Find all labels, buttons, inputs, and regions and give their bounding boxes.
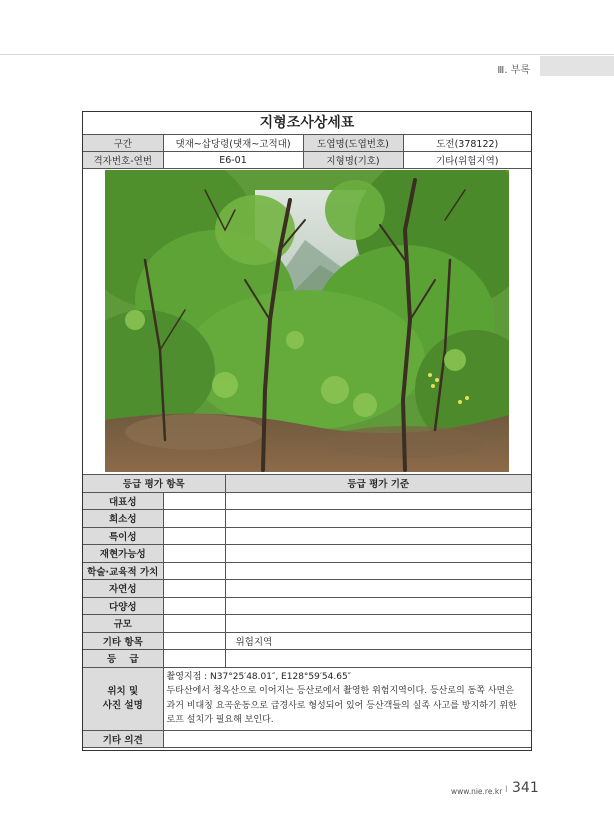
- sheet-title: 지형조사상세표: [83, 112, 531, 135]
- row-criteria: [225, 527, 531, 545]
- info-row-1: [83, 135, 531, 152]
- table-row: [83, 580, 531, 598]
- row-label: 자연성: [83, 580, 163, 598]
- table-row: [83, 545, 531, 563]
- header-rule: [0, 54, 614, 55]
- row-criteria: [225, 580, 531, 598]
- evaluation-header-row: [83, 475, 531, 493]
- item-header: 등급 평가 항목: [83, 475, 225, 493]
- criteria-header: 등급 평가 기준: [225, 475, 531, 493]
- row-label: 대표성: [83, 492, 163, 510]
- row-grade: [163, 597, 225, 615]
- forest-photo: [105, 170, 509, 472]
- section-value: 댓재~삽당령(댓재~고적대): [163, 135, 303, 152]
- info-table: [83, 134, 531, 169]
- map-value: 도전(378122): [403, 135, 531, 152]
- other-opinion-row: [83, 730, 531, 748]
- row-label: 희소성: [83, 510, 163, 528]
- table-row: [83, 510, 531, 528]
- row-grade: [163, 632, 225, 650]
- row-criteria: [225, 597, 531, 615]
- landform-value: 기타(위험지역): [403, 152, 531, 169]
- footer-separator: I: [505, 785, 508, 795]
- location-label: [83, 667, 163, 730]
- footer-url: www.nie.re.kr: [451, 787, 503, 796]
- row-grade: [163, 492, 225, 510]
- row-label: 특이성: [83, 527, 163, 545]
- location-description: [163, 667, 531, 730]
- table-row: [83, 650, 531, 668]
- table-row: [83, 492, 531, 510]
- row-grade: [163, 562, 225, 580]
- description-line: 두타산에서 청옥산으로 이어지는 등산로에서 촬영한 위험지역이다. 등산로의 동쪽 사면은: [166, 686, 514, 696]
- description-line: 로프 설치가 필요해 보인다.: [166, 715, 274, 725]
- description-line: 과거 비대칭 요곡운동으로 급경사로 형성되어 있어 등산객들의 실족 사고를 방지하기 위한: [166, 700, 517, 711]
- table-row: [83, 597, 531, 615]
- table-row: [83, 527, 531, 545]
- row-criteria: [225, 492, 531, 510]
- landform-label: 지형명(기호): [303, 152, 403, 169]
- row-criteria: 위험지역: [225, 632, 531, 650]
- location-row: [83, 667, 531, 730]
- row-criteria: [225, 510, 531, 528]
- table-row: [83, 562, 531, 580]
- row-label: 학술·교육적 가치: [83, 562, 163, 580]
- row-grade: [163, 510, 225, 528]
- table-row: [83, 615, 531, 633]
- row-label: 등 급: [83, 650, 163, 668]
- grid-label: 격자번호-연번: [83, 152, 163, 169]
- row-criteria: [225, 615, 531, 633]
- row-grade: [163, 615, 225, 633]
- row-grade: [163, 580, 225, 598]
- section-label: 구간: [83, 135, 163, 152]
- row-criteria: [225, 545, 531, 563]
- row-label: 규모: [83, 615, 163, 633]
- chapter-label: Ⅲ. 부록: [497, 65, 530, 76]
- table-row: [83, 632, 531, 650]
- row-grade: [163, 650, 225, 668]
- chapter-tab: [540, 56, 614, 76]
- survey-sheet: [82, 111, 532, 751]
- row-label: 다양성: [83, 597, 163, 615]
- location-label-line2: 사진 설명: [102, 699, 143, 711]
- evaluation-table: [83, 474, 531, 748]
- coordinates-line: 촬영지점 : N37°25′48.01″, E128°59′54.65″: [166, 671, 352, 682]
- row-criteria: [225, 650, 531, 668]
- row-grade: [163, 545, 225, 563]
- info-row-2: [83, 152, 531, 169]
- grid-value: E6-01: [163, 152, 303, 169]
- row-label: 재현가능성: [83, 545, 163, 563]
- other-opinion-value: [163, 730, 531, 748]
- other-opinion-label: 기타 의견: [83, 730, 163, 748]
- location-label-line1: 위치 및: [107, 685, 139, 697]
- row-criteria: [225, 562, 531, 580]
- map-label: 도엽명(도엽번호): [303, 135, 403, 152]
- row-label: 기타 항목: [83, 632, 163, 650]
- row-grade: [163, 527, 225, 545]
- page-number: 341: [512, 780, 539, 796]
